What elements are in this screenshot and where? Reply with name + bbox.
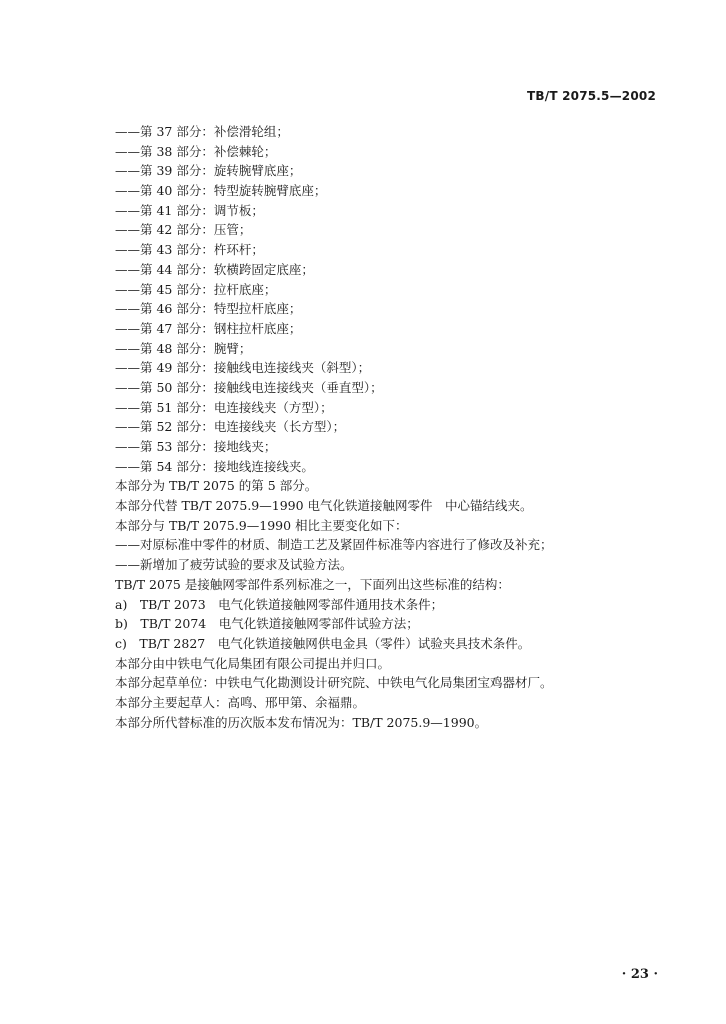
- text-line: ——第 51 部分：电连接线夹（方型）；: [115, 399, 333, 415]
- text-line: 本部分起草单位：中铁电气化勘测设计研究院、中铁电气化局集团宝鸡器材厂。: [115, 675, 553, 691]
- text-line: 本部分主要起草人：高鸣、邢甲第、余福鼎。: [115, 694, 366, 710]
- text-line: c) TB/T 2827 电气化铁道接触网供电金具（零件）试验夹具技术条件。: [115, 635, 531, 651]
- text-line: ——第 54 部分：接地线连接线夹。: [115, 458, 314, 474]
- text-line: ——第 38 部分：补偿棘轮；: [115, 143, 277, 159]
- text-line: ——第 45 部分：拉杆底座；: [115, 281, 277, 297]
- standard-code-header: TB/T 2075.5—2002: [527, 89, 656, 103]
- text-line: ——第 44 部分：软横跨固定底座；: [115, 261, 314, 277]
- text-line: b) TB/T 2074 电气化铁道接触网零部件试验方法；: [115, 616, 419, 632]
- text-line: 本部分与 TB/T 2075.9—1990 相比主要变化如下：: [115, 517, 408, 533]
- text-line: ——第 42 部分：压管；: [115, 222, 252, 238]
- text-line: ——第 49 部分：接触线电连接线夹（斜型）；: [115, 360, 371, 376]
- text-line: ——第 50 部分：接触线电连接线夹（垂直型）；: [115, 379, 383, 395]
- text-line: ——第 52 部分：电连接线夹（长方型）；: [115, 419, 346, 435]
- text-line: ——第 48 部分：腕臂；: [115, 340, 252, 356]
- text-line: ——第 40 部分：特型旋转腕臂底座；: [115, 183, 327, 199]
- text-line: 本部分为 TB/T 2075 的第 5 部分。: [115, 478, 318, 494]
- text-line: 本部分代替 TB/T 2075.9—1990 电气化铁道接触网零件 中心锚结线夹。: [115, 498, 533, 514]
- text-line: ——新增加了疲劳试验的要求及试验方法。: [115, 557, 353, 573]
- text-line: ——对原标准中零件的材质、制造工艺及紧固件标准等内容进行了修改及补充；: [115, 537, 553, 553]
- document-body: [115, 122, 635, 732]
- text-line: TB/T 2075 是接触网零部件系列标准之一，下面列出这些标准的结构：: [115, 576, 510, 592]
- text-line: ——第 53 部分：接地线夹；: [115, 439, 277, 454]
- text-line: ——第 37 部分：补偿滑轮组；: [115, 124, 289, 139]
- page-number: · 23 ·: [621, 967, 658, 982]
- text-line: ——第 39 部分：旋转腕臂底座；: [115, 163, 302, 179]
- text-line: ——第 46 部分：特型拉杆底座；: [115, 301, 302, 317]
- text-line: 本部分由中铁电气化局集团有限公司提出并归口。: [115, 655, 391, 671]
- text-line: ——第 41 部分：调节板；: [115, 202, 264, 218]
- text-line: 本部分所代替标准的历次版本发布情况为：TB/T 2075.9—1990。: [115, 714, 488, 730]
- text-line: ——第 47 部分：钢柱拉杆底座；: [115, 320, 302, 336]
- text-line: ——第 43 部分：杵环杆；: [115, 242, 264, 258]
- text-line: a) TB/T 2073 电气化铁道接触网零部件通用技术条件；: [115, 596, 444, 612]
